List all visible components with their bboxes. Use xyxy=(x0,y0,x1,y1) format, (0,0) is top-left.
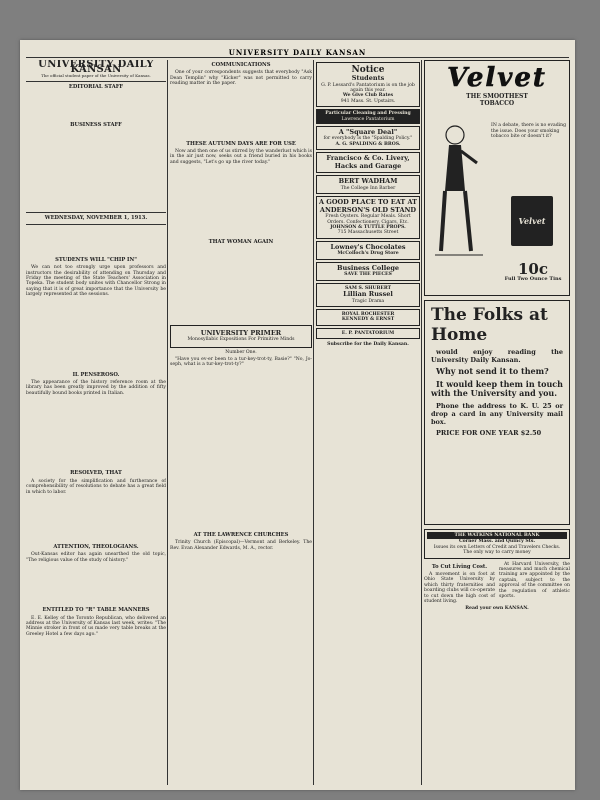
kennedy-name: KENNEDY & ERNST xyxy=(341,317,395,323)
address: 941 Mass. St. Upstairs. xyxy=(340,98,396,104)
column-2 xyxy=(170,60,312,553)
divider xyxy=(26,81,166,82)
pressing-heading: Particular Cleaning and Pressing xyxy=(325,111,411,117)
article-body-continued xyxy=(26,565,166,605)
anderson-ad xyxy=(316,196,420,239)
article-heading: To Cut Living Cost. xyxy=(431,563,488,570)
theatre-ad xyxy=(316,283,420,307)
wadham-subtitle: The College Inn Barber xyxy=(340,185,396,191)
article-heading: IL PENSEROSO. xyxy=(72,371,120,378)
theatre-star: Lillian Russel xyxy=(343,290,393,298)
square-deal-body: for everybody is the "Spalding Policy." xyxy=(323,136,413,142)
staff-listing xyxy=(26,92,166,120)
read-own-kansan: Read your own KANSAN. xyxy=(465,606,529,612)
folks-line: It would keep them in touch with the University and you. xyxy=(431,378,563,398)
francisco-name: Francisco & Co. Livery, Hacks and Garage xyxy=(326,154,410,170)
article-heading: RESOLVED, THAT xyxy=(70,470,122,477)
bank-body: Issues its own Letters of Credit and Travelers Checks. xyxy=(433,544,561,550)
notice-heading: Notice xyxy=(351,65,385,75)
folks-title: The Folks at Home xyxy=(431,305,548,345)
column-rule xyxy=(313,60,314,785)
folks-at-home-ad xyxy=(424,300,570,525)
article-body: The appearance of the history reference room at the library has been greatly improved by the addition of fifty beautifully bound books printed in Italian. xyxy=(26,380,166,396)
folks-line: Why not send it to them? xyxy=(436,366,549,376)
column-1 xyxy=(26,60,166,639)
column-rule xyxy=(167,60,168,785)
mccolloch-name: McColloch's Drug Store xyxy=(337,251,399,257)
velvet-price-subtitle: Full Two Ounce Tins xyxy=(504,276,562,282)
date-line: WEDNESDAY, NOVEMBER 1, 1913. xyxy=(44,215,148,222)
lowney-heading: Lowney's Chocolates xyxy=(330,242,406,251)
ep-pantatorium-ad xyxy=(316,328,420,339)
editorial-staff-heading: EDITORIAL STAFF xyxy=(68,83,124,90)
article-body: "Have you ev-er been to a tur-key-trot-ty, Basie?" "No, Jo-seph, what is a tur-key-trot-ty?" xyxy=(170,356,312,368)
spalding-name: A. G. SPALDING & BROS. xyxy=(335,141,401,147)
velvet-ad xyxy=(424,60,570,296)
velvet-subtitle: TOBACCO xyxy=(479,100,515,107)
running-head: UNIVERSITY DAILY KANSAN xyxy=(228,48,367,57)
velvet-title: Velvet xyxy=(447,63,547,93)
column-3 xyxy=(316,60,420,348)
tagline: The official student paper of the University of Kansas. xyxy=(41,72,151,78)
velvet-tin: Velvet xyxy=(511,196,553,246)
folks-line: Phone the address to K. U. 25 or drop a card in any University mail box. xyxy=(431,401,563,426)
article-body: Trinity Church (Episcopal)—Vermont and Berkeley. The Rev. Evan Alexander Edwards, M. A., rector. xyxy=(170,540,312,551)
article-column xyxy=(499,562,570,607)
article-heading: AT THE LAWRENCE CHURCHES xyxy=(193,531,289,538)
royal-heading: ROYAL ROCHESTER xyxy=(341,311,395,317)
notice-subheading: Students xyxy=(351,74,385,82)
spalding-ad xyxy=(316,126,420,150)
newspaper-page xyxy=(20,40,575,790)
notice-ad xyxy=(316,62,420,107)
velvet-body: IN a debate, there is no evading the issue. Does your smoking tobacco bite or doesn't it? xyxy=(491,123,567,140)
lowney-ad xyxy=(316,241,420,260)
article-heading: ENTITLED TO "R" TABLE MANNERS xyxy=(42,607,150,614)
article-heading: ATTENTION, THEOLOGIANS. xyxy=(53,543,139,550)
theatre-presenter: SAM S. SHUBERT xyxy=(344,285,392,291)
bank-heading: THE WATKINS NATIONAL BANK xyxy=(427,532,567,539)
anderson-props: JOHNSON & TUTTLE PROPS. xyxy=(330,224,406,230)
royal-rochester-ad xyxy=(316,309,420,326)
save-pieces: SAVE THE PIECES xyxy=(344,272,392,278)
anderson-body: Fresh Oysters. Regular Meals. Short Orders. Confectionery, Cigars, Etc. xyxy=(325,214,411,225)
club-rates: We Give Club Rates xyxy=(342,93,394,99)
column-rule xyxy=(421,60,422,785)
ep-heading: E. P. PANTATORIUM xyxy=(341,330,395,336)
article-body: One of your correspondents suggests that everybody "Ask Dean Templin" why "Kicker" was not permitted to carry reading matter in the paper. xyxy=(170,70,312,87)
article-body: Out-Kansas editor has again unearthed the old topic, "The religious value of the study of history." xyxy=(26,552,166,563)
article-body: Now and then one of us stirred by the wanderlust which is in the air just now, seeks out a friend buried in his books and suggests, "Let's go up the river today." xyxy=(170,149,312,165)
article-body: A movement is on foot at Ohio State University by which thirty fraternities and boarding clubs will co-operate to cut down the high cost of student living. xyxy=(424,572,495,605)
column-4 xyxy=(424,60,570,612)
article-body-continued xyxy=(170,248,312,323)
business-college-heading: Business College xyxy=(336,263,400,272)
article-column xyxy=(424,562,495,607)
bank-subheading: Corner Mass. and Quincy Sts. xyxy=(458,539,536,545)
article-heading: COMMUNICATIONS xyxy=(211,62,271,68)
article-body: A society for the simplification and furtherance of comprehensibility of resolutions to debate has a great field in which to labor. xyxy=(26,478,166,495)
article-body-continued xyxy=(26,497,166,542)
folks-line: would enjoy reading the University Daily Kansan. xyxy=(431,348,563,364)
divider xyxy=(26,224,166,225)
pressing-ad xyxy=(316,109,420,124)
square-deal-heading: A "Square Deal" xyxy=(338,127,398,136)
bottom-articles xyxy=(424,562,570,607)
subscribe-line: Subscribe for the Daily Kansan. xyxy=(327,342,409,348)
article-body-continued xyxy=(170,370,312,530)
masthead: UNIVERSITY DAILY KANSAN xyxy=(38,60,154,76)
article-body: We can not too strongly urge upon professors and instructors the desirability of attending on Thursday and Friday the meeting of the State Teachers' Association in Topeka. The student body unites with Chancellor Strong in saying that it is of great importance that the University be largely represented at the sessions. xyxy=(26,265,166,298)
anderson-address: 715 Massachusetts Street xyxy=(337,230,399,236)
bank-ad xyxy=(424,529,570,559)
velvet-price: 10c xyxy=(517,260,548,278)
article-body-continued xyxy=(26,300,166,370)
man-illustration xyxy=(431,121,487,261)
velvet-subtitle: THE SMOOTHEST xyxy=(466,93,528,100)
theatre-genre: Tragic Drama xyxy=(351,298,385,304)
article-heading: STUDENTS WILL "CHIP IN" xyxy=(55,256,137,263)
article-body-continued xyxy=(170,89,312,139)
pressing-subheading: Lawrence Pantatorium xyxy=(341,116,395,122)
article-body: At Harvard University, the measures and much chemical training are appointed by the captain, subject to the approval of the committee on the regulation of athletic sports. xyxy=(499,561,570,600)
good-place-heading: A GOOD PLACE TO EAT AT ANDERSON'S OLD STAND xyxy=(319,198,418,214)
article-body: E. E. Kelley of the Toronto Republican, who delivered an address at the University of Kansas last week, writes: "The Minnie stroker in front of us made very table breaks at the Greeley Hotel a few days ago." xyxy=(26,615,166,637)
wadham-ad xyxy=(316,175,420,194)
bank-tagline: The only way to carry money xyxy=(463,550,531,556)
article-heading: THAT WOMAN AGAIN xyxy=(208,239,274,246)
folks-price: PRICE FOR ONE YEAR $2.50 xyxy=(436,428,542,437)
francisco-ad xyxy=(316,152,420,173)
business-staff-heading: BUSINESS STAFF xyxy=(70,122,122,129)
article-body-continued xyxy=(26,398,166,468)
staff-listing xyxy=(26,130,166,210)
business-college-ad xyxy=(316,262,420,281)
header-rule xyxy=(26,57,569,58)
poem xyxy=(26,227,166,255)
primer-subtitle: Monosyllabic Expositions For Primitive Minds xyxy=(187,337,295,343)
article-heading: THESE AUTUMN DAYS ARE FOR USE xyxy=(186,140,296,147)
article-body-continued xyxy=(170,167,312,237)
primer-title: UNIVERSITY PRIMER xyxy=(200,328,282,337)
divider xyxy=(26,212,166,213)
notice-body: G. P. Lessard's Pantatorium is on the job again this year. xyxy=(321,82,415,93)
wadham-name: BERT WADHAM xyxy=(338,177,398,186)
primer-number: Number One. xyxy=(225,349,257,355)
primer-box xyxy=(170,325,312,348)
